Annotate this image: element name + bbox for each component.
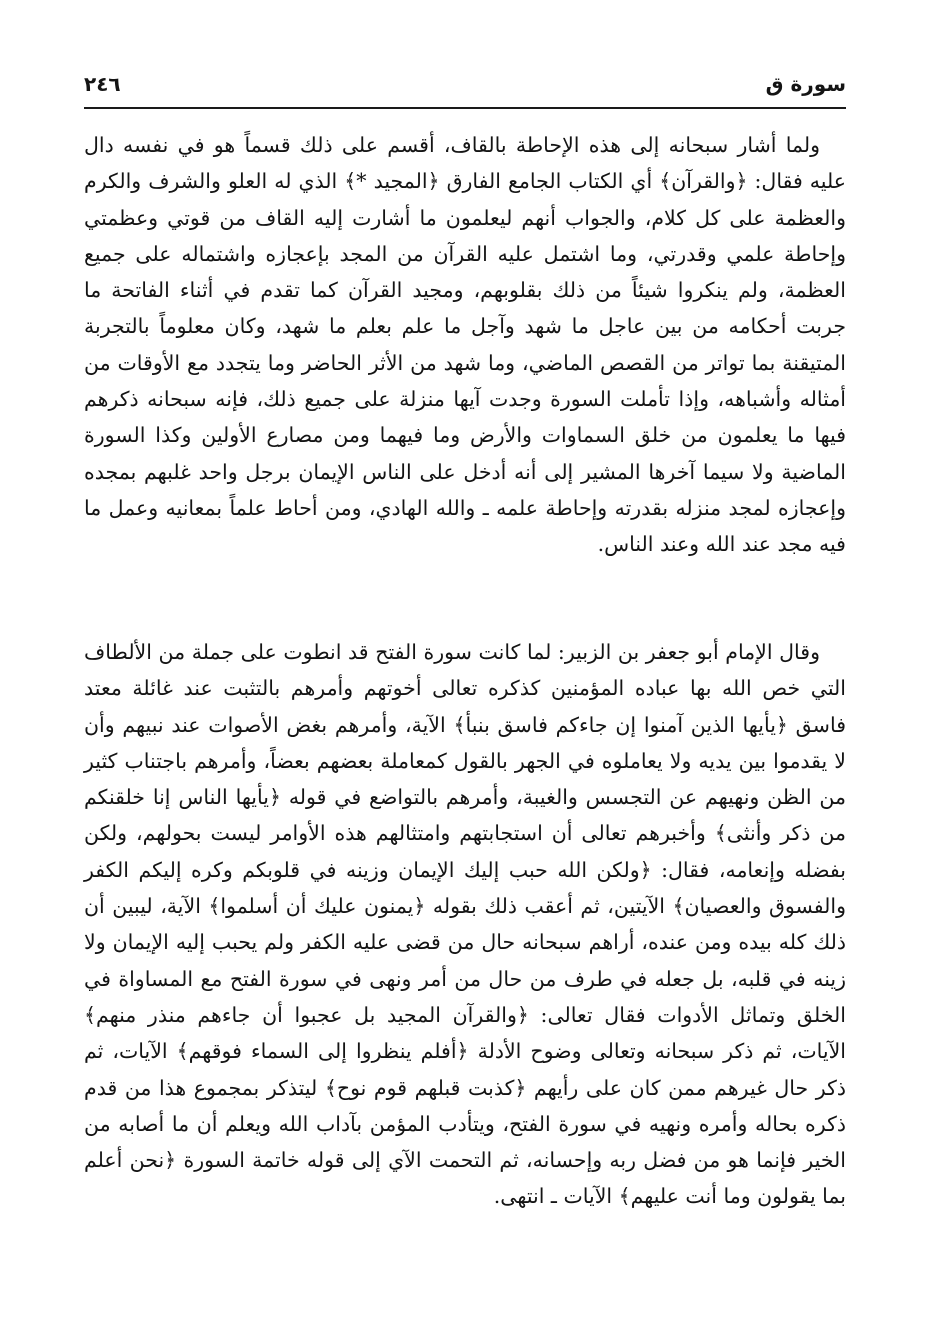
header-divider [84,107,846,109]
paragraph-2: وقال الإمام أبو جعفر بن الزبير: لما كانت سورة الفتح قد انطوت على جملة من الألطاف التي خص الله بها عباده المؤمنين كذكره تعالى أخوتهم وأمرهم بالتثبت عند غائلة معتد فاسق ﴿يأيها الذين آمنوا إن جاءكم فاسق بنبأ﴾ الآية، وأمرهم بغض الأصوات عند نبيهم وأن لا يقدموا بين يديه ولا يعاملوه في الجهر بالقول كمعاملة بعضهم بعضاً، وأمرهم باجتناب كثير من الظن ونهيهم عن التجسس والغيبة، وأمرهم بالتواضع في قوله ﴿يأيها الناس إنا خلقنكم من ذكر وأنثى﴾ وأخبرهم تعالى أن استجابتهم وامتثالهم هذه الأوامر ليست بحولهم، ولكن بفضله وإنعامه، فقال: ﴿ولكن الله حبب إليك الإيمان وزينه في قلوبكم وكره إليكم الكفر والفسوق والعصيان﴾ الآيتين، ثم أعقب ذلك بقوله ﴿يمنون عليك أن أسلموا﴾ الآية، ليبين أن ذلك كله بيده ومن عنده، أراهم سبحانه حال من قضى عليه الكفر ولم يحبب إليه الإيمان ولا زينه في قلبه، بل جعله في طرف من حال من أمر ونهى في سورة الفتح مع المساواة في الخلق وتماثل الأدوات فقال تعالى: ﴿والقرآن المجيد بل عجبوا أن جاءهم منذر منهم﴾ الآيات، ثم ذكر سبحانه وتعالى وضوح الأدلة ﴿أفلم ينظروا إلى السماء فوقهم﴾ الآيات، ثم ذكر حال غيرهم ممن كان على رأيهم ﴿كذبت قبلهم قوم نوح﴾ ليتذكر بمجموع هذا من قدم ذكره بحاله وأمره ونهيه في سورة الفتح، ويتأدب المؤمن بآداب الله ويعلم أن ما أصابه من الخير فإنما هو من فضل ربه وإحسانه، ثم التحمت الآي إلى قوله خاتمة السورة ﴿نحن أعلم بما يقولون وما أنت عليهم﴾ الآيات ـ انتهى. [84,640,846,1209]
running-header [84,68,846,108]
paragraph-1: ولما أشار سبحانه إلى هذه الإحاطة بالقاف، أقسم على ذلك قسماً هو في نفسه دال عليه فقال: ﴿والقرآن﴾ أي الكتاب الجامع الفارق ﴿المجيد *﴾ الذي له العلو والشرف والكرم والعظمة على كل كلام، والجواب أنهم ليعلمون ما أشارت إليه القاف من قوتي وعظمتي وإحاطة علمي وقدرتي، وما اشتمل عليه القرآن من المجد بإعجازه واشتماله على جميع العظمة، ولم ينكروا شيئاً من ذلك بقلوبهم، ومجيد القرآن كما تقدم في أثناء الفاتحة ما جربت أحكامه من بين عاجل ما شهد وآجل ما علم بعلم ما شهد، وكان معلوماً بالتجربة المتيقنة بما تواتر من القصص الماضي، وما شهد من الأثر الحاضر وما يتجدد مع الأوقات من أمثاله وأشباهه، وإذا تأملت السورة وجدت آيها منزلة على جميع ذلك، فإنه سبحانه ذكرهم فيها ما يعلمون من خلق السماوات والأرض وما فيهما ومن مصارع الأولين وكذا السورة الماضية ولا سيما آخرها المشير إلى أنه أدخل على الناس الإيمان برجل واحد غلبهم بمجده وإعجازه لمجد منزله بقدرته وإحاطة علمه ـ والله الهادي، ومن أحاط علماً بمعانيه وعمل ما فيه مجد عند الله وعند الناس. [84,133,846,557]
surah-title: سورة ق [765,72,846,96]
page-number: ٢٤٦ [84,72,121,96]
